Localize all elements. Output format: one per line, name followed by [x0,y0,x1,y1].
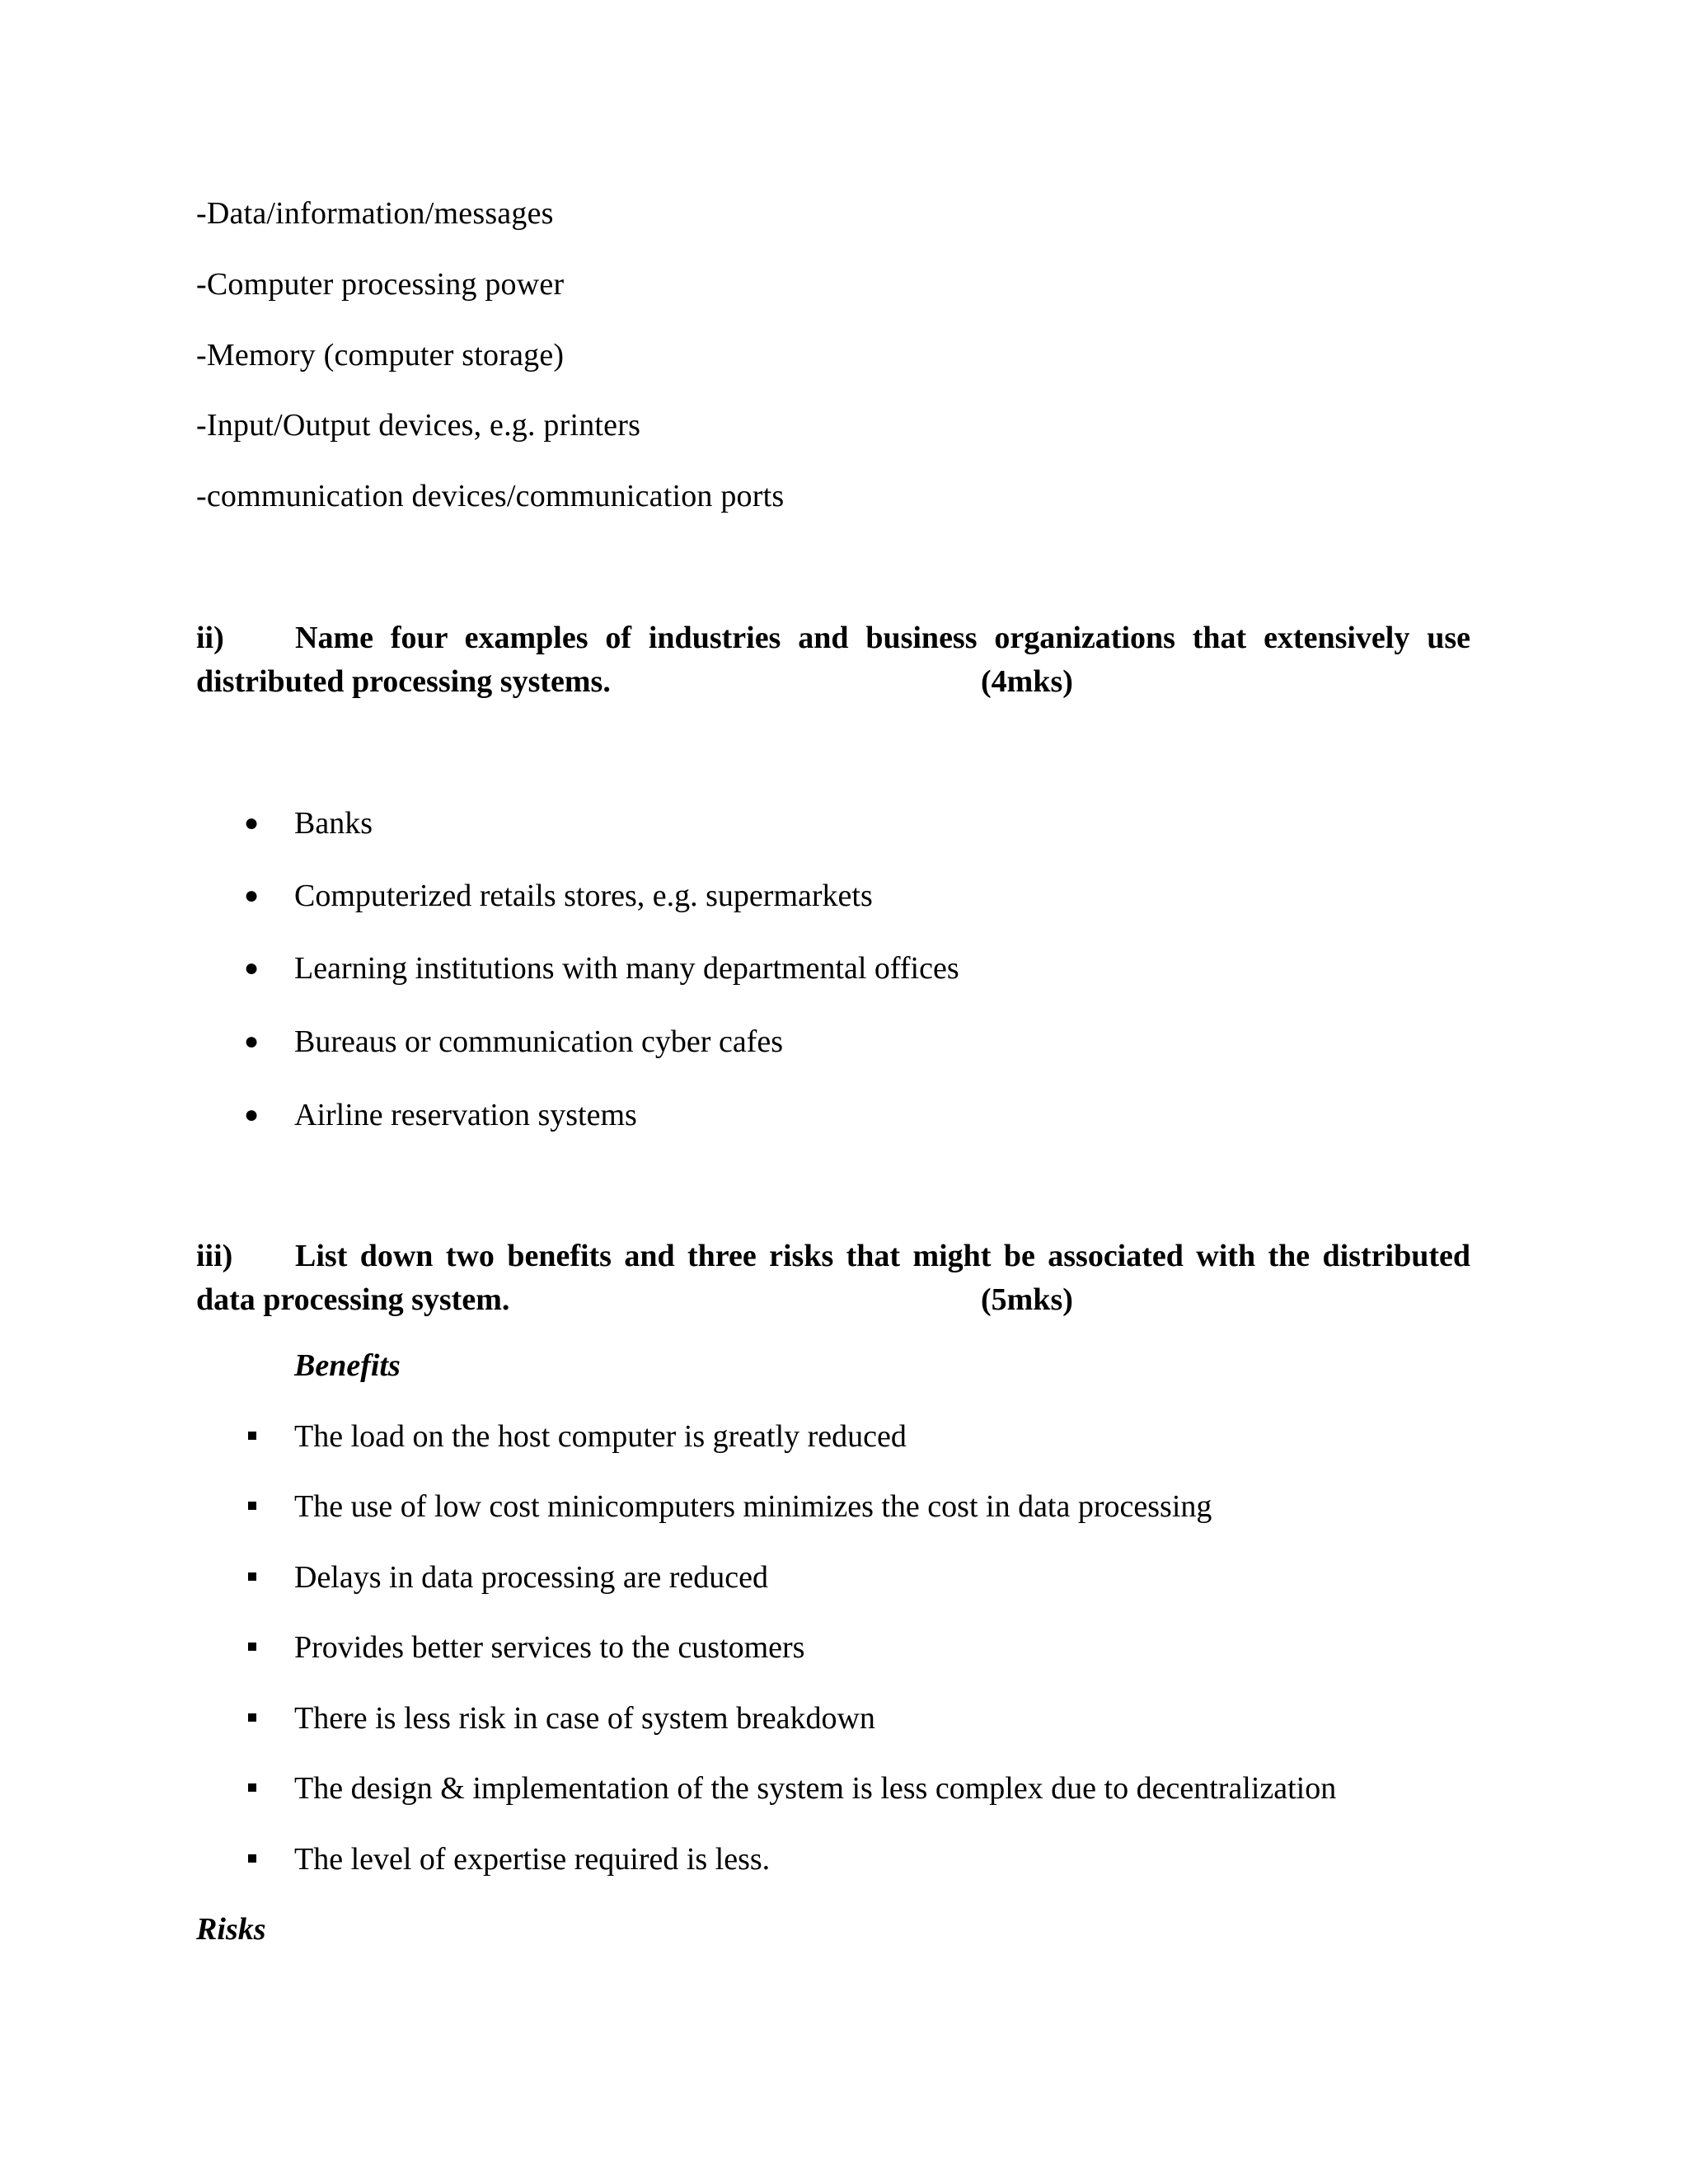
square-bullet-icon [248,1854,256,1863]
list-item-text: Banks [294,806,373,841]
list-item-text: The design & implementation of the system is less complex due to decentralization [294,1771,1337,1806]
resource-item: -Memory (computer storage) [196,338,565,373]
list-item [0,950,1688,990]
resource-item: -Data/information/messages [196,196,554,231]
list-item-text: Bureaus or communication cyber cafes [294,1024,783,1059]
question-number: iii) [196,1239,233,1273]
marks-label: (5mks) [981,1282,1073,1317]
list-item [0,805,1688,845]
list-item [0,1700,1688,1740]
list-item-text: The level of expertise required is less. [294,1842,771,1877]
list-item [0,1488,1688,1528]
list-item [0,1418,1688,1458]
list-item [0,878,1688,917]
list-item-text: Computerized retails stores, e.g. supermarkets [294,879,873,913]
question-text: data processing system. [196,1282,510,1317]
round-bullet-icon: ● [244,954,260,982]
marks-label: (4mks) [981,664,1073,699]
question-ii-line2 [196,660,1470,704]
list-item [0,1629,1688,1669]
list-item [0,1841,1688,1881]
question-iii-line1 [196,1235,1470,1278]
list-item-text: Airline reservation systems [294,1098,637,1132]
resource-item: -Computer processing power [196,267,565,302]
square-bullet-icon [248,1572,256,1581]
list-item-text: The load on the host computer is greatly reduced [294,1419,907,1454]
list-item [0,1024,1688,1063]
benefits-heading: Benefits [294,1348,401,1383]
resource-item: -Input/Output devices, e.g. printers [196,408,641,443]
resource-item: -communication devices/communication ports [196,479,785,513]
list-item-text: Learning institutions with many departmental offices [294,951,959,986]
round-bullet-icon: ● [244,882,260,909]
list-item-text: Provides better services to the customers [294,1630,805,1665]
question-iii-line2 [196,1278,1470,1322]
round-bullet-icon: ● [244,1028,260,1055]
square-bullet-icon [248,1432,256,1440]
round-bullet-icon: ● [244,809,260,837]
square-bullet-icon [248,1713,256,1722]
question-ii [196,616,1470,704]
square-bullet-icon [248,1643,256,1651]
list-item [0,1770,1688,1810]
question-iii [196,1235,1470,1322]
list-item-text: Delays in data processing are reduced [294,1560,769,1595]
question-ii-line1 [196,616,1470,660]
question-text: Name four examples of industries and business organizations that extensively use [295,621,1470,655]
list-item [0,1097,1688,1137]
square-bullet-icon [248,1783,256,1792]
square-bullet-icon [248,1502,256,1510]
question-text: List down two benefits and three risks that might be associated with the distributed [295,1239,1470,1273]
list-item-text: There is less risk in case of system breakdown [294,1701,875,1736]
question-text: distributed processing systems. [196,664,611,699]
question-number: ii) [196,621,224,655]
list-item-text: The use of low cost minicomputers minimizes the cost in data processing [294,1489,1212,1524]
risks-heading: Risks [196,1912,266,1947]
round-bullet-icon: ● [244,1101,260,1128]
list-item [0,1559,1688,1599]
